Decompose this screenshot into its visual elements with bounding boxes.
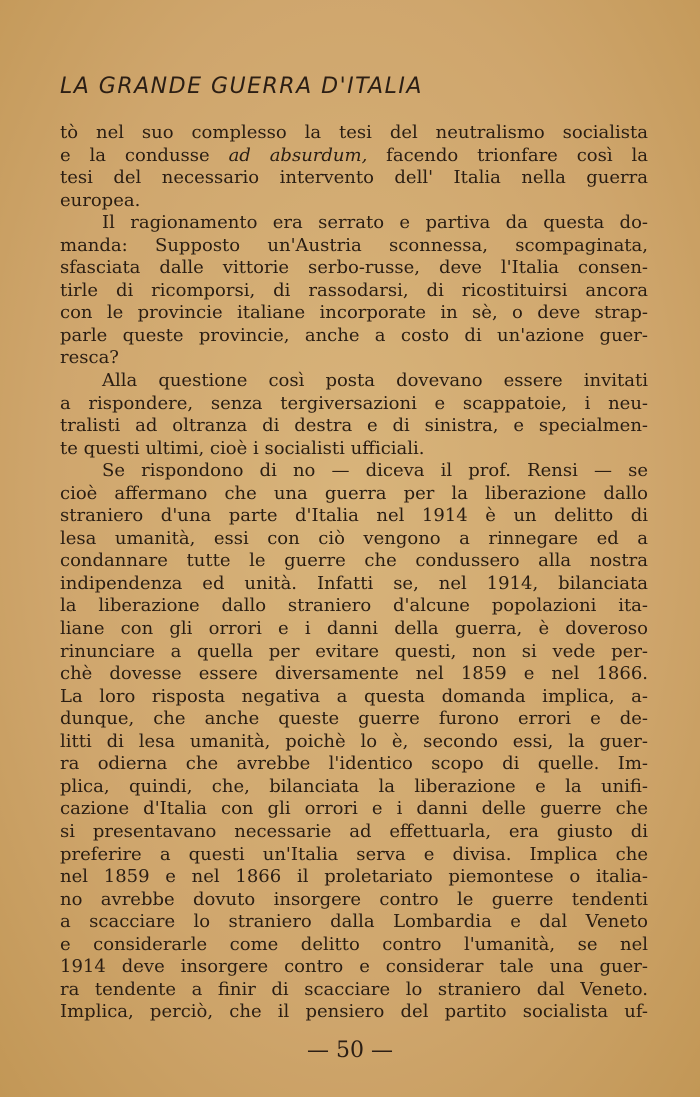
- text-line-rest: facendo trionfare così la: [367, 144, 648, 166]
- text-line: [60, 573, 648, 596]
- text-line-content: parle queste provincie, anche a costo di un'azione guer-: [60, 324, 648, 346]
- text-line: [60, 776, 648, 799]
- text-line-content: tesi del necessario intervento dell' Italia nella guerra: [60, 167, 648, 189]
- text-line-content: nel 1859 e nel 1866 il proletariato piemontese o italia-: [60, 866, 648, 888]
- text-line: [60, 844, 648, 867]
- text-line-content: e considerarle come delitto contro l'umanità, se nel: [60, 933, 648, 955]
- text-line: [60, 618, 648, 641]
- text-line: [60, 483, 648, 506]
- text-line: [60, 190, 648, 213]
- text-line-content: ra odierna che avrebbe l'identico scopo di quelle. Im-: [60, 753, 648, 775]
- text-line: [60, 438, 648, 461]
- text-line-content: cazione d'Italia con gli orrori e i danni delle guerre che: [60, 798, 648, 820]
- text-line-content: a rispondere, senza tergiversazioni e scappatoie, i neu-: [60, 392, 648, 414]
- text-line: [60, 257, 648, 280]
- text-line-content: resca?: [60, 347, 119, 369]
- text-line: [60, 641, 648, 664]
- text-line-content: straniero d'una parte d'Italia nel 1914 è un delitto di: [60, 505, 648, 527]
- text-line-content: manda: Supposto un'Austria sconnessa, scompaginata,: [60, 234, 648, 256]
- text-line: [60, 821, 648, 844]
- text-line: [60, 528, 648, 551]
- text-line: [60, 866, 648, 889]
- text-line-content: Implica, perciò, che il pensiero del partito socialista uf-: [60, 1001, 648, 1023]
- italic-phrase: ad absurdum,: [228, 144, 368, 166]
- text-line-content: Il ragionamento era serrato e partiva da questa do-: [102, 212, 648, 234]
- text-line: [60, 550, 648, 573]
- text-line: [60, 934, 648, 957]
- body-text: [60, 122, 648, 1024]
- text-line: [60, 889, 648, 912]
- text-line: [60, 393, 648, 416]
- text-line-content: condannare tutte le guerre che condussero alla nostra: [60, 550, 648, 572]
- text-line-content: tralisti ad oltranza di destra e di sinistra, e specialmen-: [60, 415, 648, 437]
- text-line-content: rinunciare a quella per evitare questi, non si vede per-: [60, 640, 648, 662]
- text-line: [60, 280, 648, 303]
- text-line: [60, 347, 648, 370]
- text-line: [60, 122, 648, 145]
- text-line-content: la liberazione dallo straniero d'alcune popolazioni ita-: [60, 595, 648, 617]
- text-line-content: litti di lesa umanità, poichè lo è, secondo essi, la guer-: [60, 730, 648, 752]
- text-line-content: Se rispondono di no — diceva il prof. Rensi — se: [102, 460, 648, 482]
- page-number: — 50 —: [307, 1038, 393, 1063]
- text-line: [60, 979, 648, 1002]
- text-line-content: e la condusse: [60, 144, 229, 166]
- text-line: [60, 505, 648, 528]
- text-line: [60, 1001, 648, 1024]
- text-line: [60, 415, 648, 438]
- text-line: [60, 167, 648, 190]
- text-line-content: chè dovesse essere diversamente nel 1859 e nel 1866.: [60, 663, 648, 685]
- text-line: [60, 686, 648, 709]
- text-line: [60, 370, 648, 393]
- text-line-content: sfasciata dalle vittorie serbo-russe, deve l'Italia consen-: [60, 257, 648, 279]
- text-line-content: no avrebbe dovuto insorgere contro le guerre tendenti: [60, 888, 648, 910]
- text-line: [60, 460, 648, 483]
- text-line-content: con le provincie italiane incorporate in sè, o deve strap-: [60, 302, 648, 324]
- text-line-content: ra tendente a finir di scacciare lo straniero dal Veneto.: [60, 978, 648, 1000]
- text-line: [60, 145, 648, 168]
- text-line-content: lesa umanità, essi con ciò vengono a rinnegare ed a: [60, 527, 648, 549]
- text-line: [60, 708, 648, 731]
- text-line-content: liane con gli orrori e i danni della guerra, è doveroso: [60, 618, 648, 640]
- text-line: [60, 595, 648, 618]
- text-line: [60, 235, 648, 258]
- text-line-content: tirle di ricomporsi, di rassodarsi, di ricostituirsi ancora: [60, 279, 648, 301]
- text-line-content: te questi ultimi, cioè i socialisti ufficiali.: [60, 437, 425, 459]
- text-line: [60, 911, 648, 934]
- text-line-content: cioè affermano che una guerra per la liberazione dallo: [60, 482, 648, 504]
- text-line: [60, 325, 648, 348]
- text-line-content: 1914 deve insorgere contro e considerar tale una guer-: [60, 956, 648, 978]
- running-head: LA GRANDE GUERRA D'ITALIA: [60, 74, 423, 99]
- text-line-content: Alla questione così posta dovevano essere invitati: [102, 370, 648, 392]
- text-line-content: europea.: [60, 189, 141, 211]
- text-line: [60, 956, 648, 979]
- text-line-content: tò nel suo complesso la tesi del neutralismo socialista: [60, 122, 648, 143]
- text-line: [60, 753, 648, 776]
- text-line-content: a scacciare lo straniero dalla Lombardia e dal Veneto: [60, 911, 648, 933]
- text-line-content: preferire a questi un'Italia serva e divisa. Implica che: [60, 843, 648, 865]
- text-line: [60, 731, 648, 754]
- text-line: [60, 302, 648, 325]
- text-line-content: si presentavano necessarie ad effettuarla, era giusto di: [60, 820, 648, 842]
- text-line: [60, 212, 648, 235]
- text-line: [60, 798, 648, 821]
- text-line-content: dunque, che anche queste guerre furono errori e de-: [60, 708, 648, 730]
- text-line-content: La loro risposta negativa a questa domanda implica, a-: [60, 685, 648, 707]
- text-line-content: plica, quindi, che, bilanciata la liberazione e la unifi-: [60, 775, 648, 797]
- text-line: [60, 663, 648, 686]
- text-line-content: indipendenza ed unità. Infatti se, nel 1914, bilanciata: [60, 572, 648, 594]
